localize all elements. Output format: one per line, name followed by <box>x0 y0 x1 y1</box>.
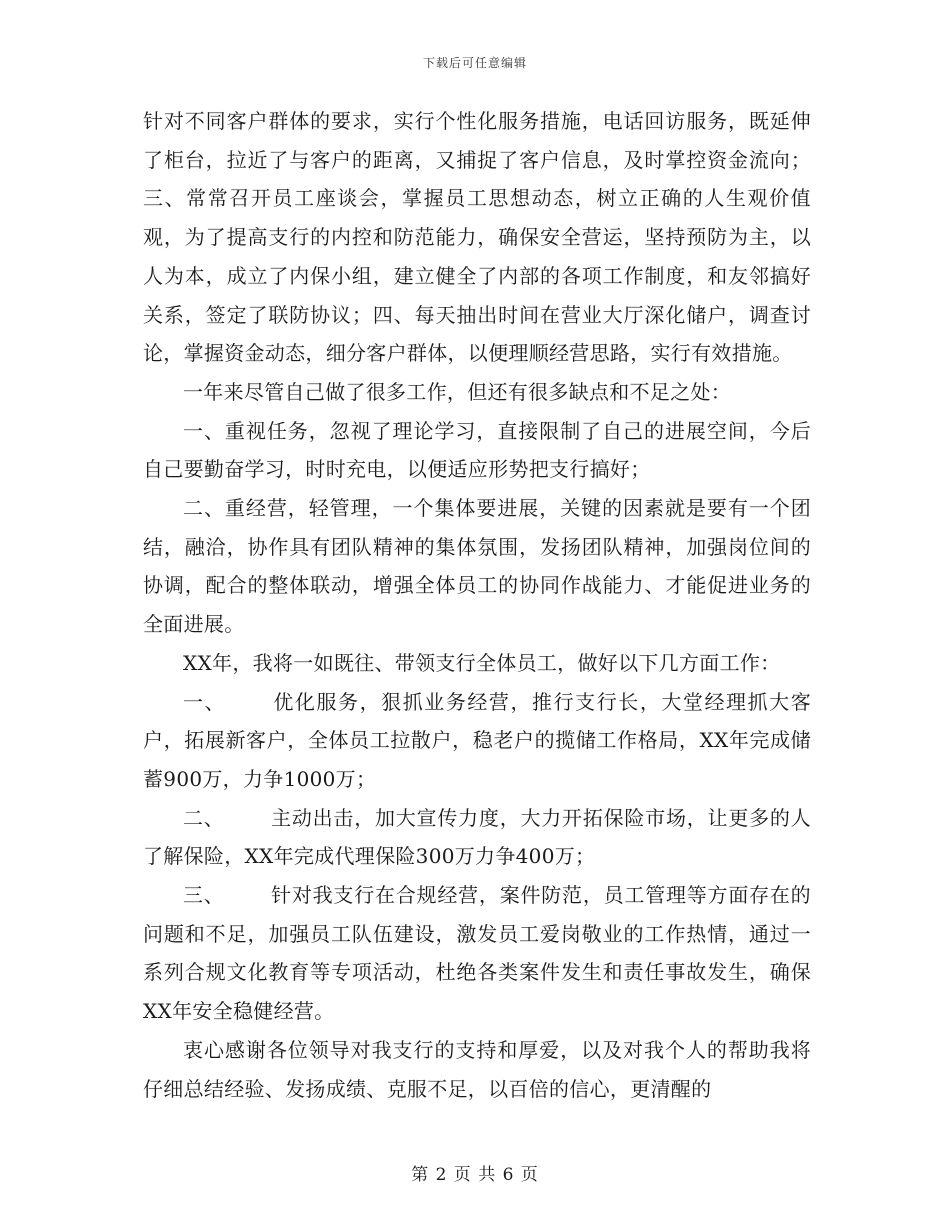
page-header: 下载后可任意编辑 <box>422 56 527 70</box>
item-number: 二、 <box>183 805 225 830</box>
item-text: 优化服务，狠抓业务经营，推行支行长，大堂经理抓大客户，拓展新客户，全体员工拉散户，稳老户的揽储工作格局，XX年完成储蓄900万，力争1000万； <box>143 689 812 791</box>
item-number: 三、 <box>183 883 225 908</box>
numbered-item-2 <box>143 799 811 876</box>
item-text: 针对我支行在合规经营，案件防范，员工管理等方面存在的问题和不足，加强员工队伍建设，激发员工爱岗敬业的工作热情，通过一系列合规文化教育等专项活动，杜绝各类案件发生和责任事故发生，确保XX年安全稳健经营。 <box>143 883 811 1024</box>
numbered-item-1 <box>143 683 811 799</box>
paragraph-2: 一年来尽管自己做了很多工作，但还有很多缺点和不足之处： <box>183 379 732 404</box>
paragraph-1: 针对不同客户群体的要求，实行个性化服务措施，电话回访服务，既延伸了柜台，拉近了与客户的距离，又捕捉了客户信息，及时掌控资金流向；三、常常召开员工座谈会，掌握员工思想动态，树立正确的人生观价值观，为了提高支行的内控和防范能力，确保安全营运，坚持预防为主，以人为本，成立了内保小组，建立健全了内部的各项工作制度，和友邻搞好关系，签定了联防协议；四、每天抽出时间在营业大厅深化储户，调查讨论，掌握资金动态，细分客户群体，以便理顺经营思路，实行有效措施。 <box>143 109 811 366</box>
paragraph-3: 一、重视任务，忽视了理论学习，直接限制了自己的进展空间，今后自己要勤奋学习，时时充电，以便适应形势把支行搞好； <box>143 418 811 482</box>
page-footer: 第 2 页 共 6 页 <box>411 1165 539 1185</box>
paragraph-5: XX年，我将一如既往、带领支行全体员工，做好以下几方面工作： <box>183 650 781 675</box>
paragraph-4: 二、重经营，轻管理，一个集体要进展，关键的因素就是要有一个团结，融洽，协作具有团队精神的集体氛围，发扬团队精神，加强岗位间的协调，配合的整体联动，增强全体员工的协同作战能力、才能促进业务的全面进展。 <box>143 496 811 637</box>
paragraph-closing: 衷心感谢各位领导对我支行的支持和厚爱，以及对我个人的帮助我将仔细总结经验、发扬成绩、克服不足，以百倍的信心，更清醒的 <box>143 1037 811 1101</box>
item-number: 一、 <box>183 689 227 714</box>
numbered-item-3 <box>143 876 811 1031</box>
item-text: 主动出击，加大宣传力度，大力开拓保险市场，让更多的人了解保险，XX年完成代理保险300万力争400万； <box>143 805 811 869</box>
document-body <box>143 102 811 1108</box>
